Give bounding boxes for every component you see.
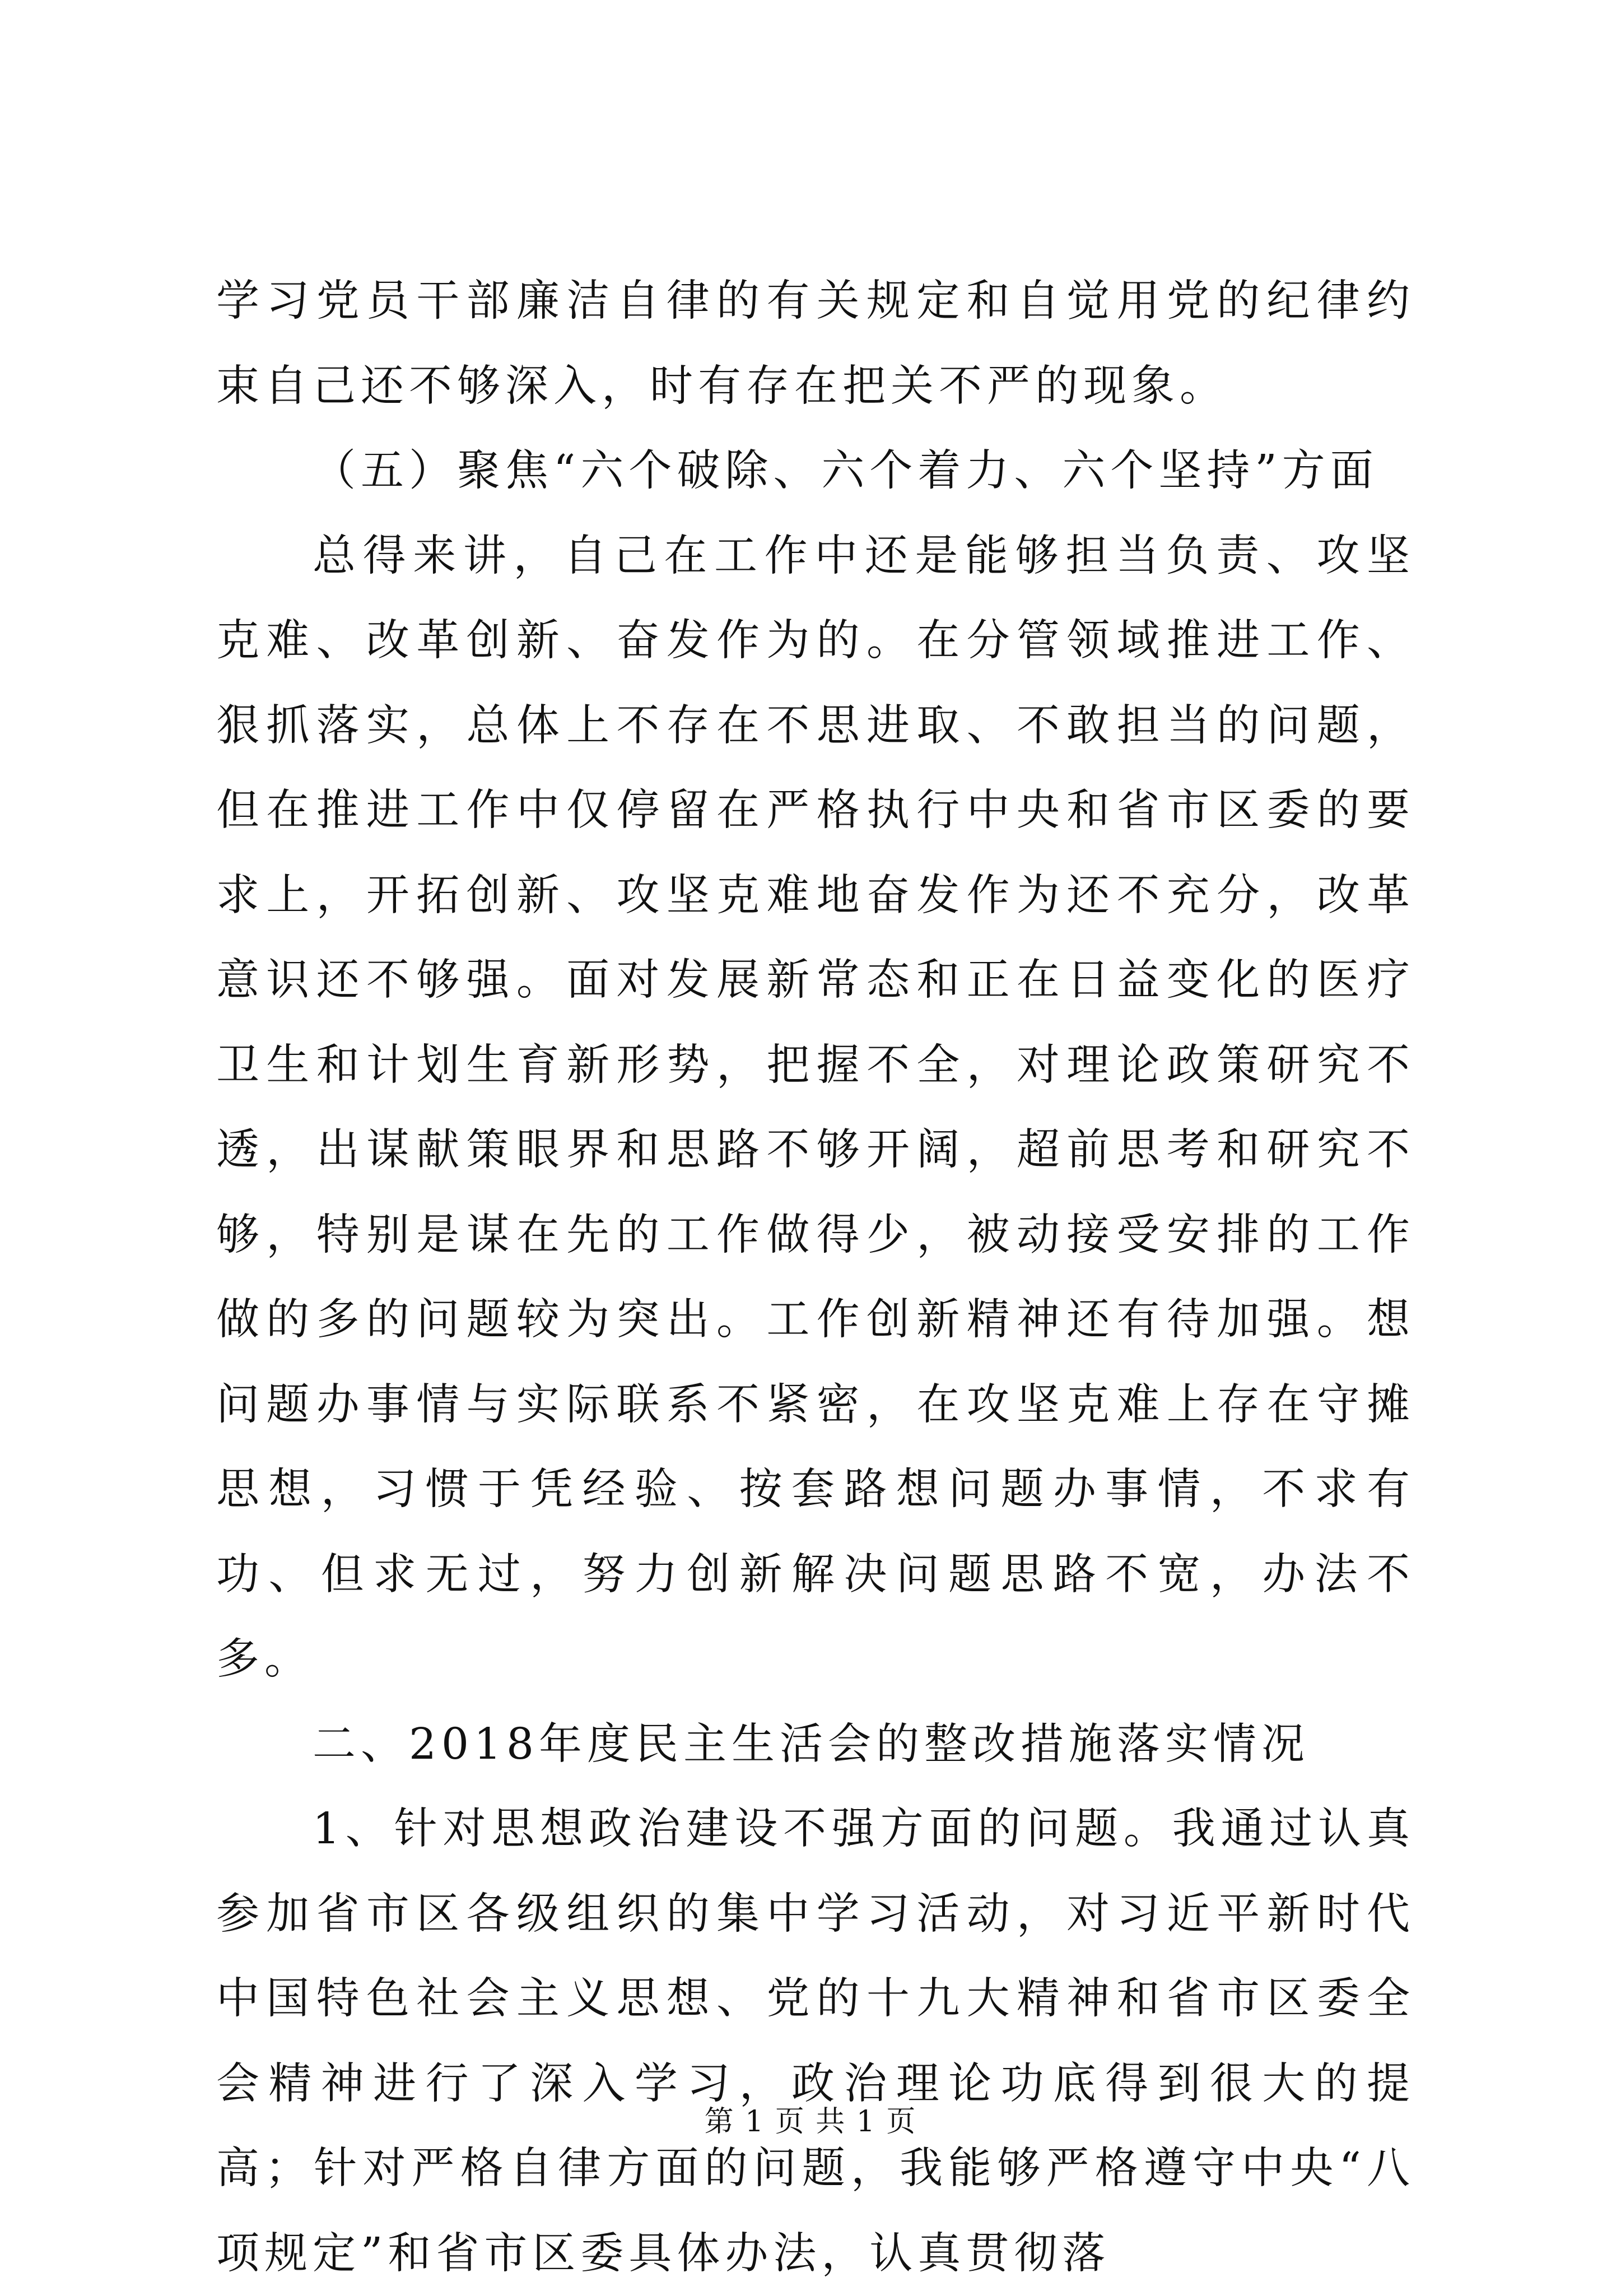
paragraph-summary: 总得来讲，自己在工作中还是能够担当负责、攻坚克难、改革创新、奋发作为的。在分管领域推进工作、狠抓落实，总体上不存在不思进取、不敢担当的问题，但在推进工作中仅停留在严格执行中央和省市区委的要求上，开拓创新、攻坚克难地奋发作为还不充分，改革意识还不够强。面对发展新常态和正在日益变化的医疗卫生和计划生育新形势，把握不全，对理论政策研究不透，出谋献策眼界和思路不够开阔，超前思考和研究不够，特别是谋在先的工作做得少，被动接受安排的工作做的多的问题较为突出。工作创新精神还有待加强。想问题办事情与实际联系不紧密，在攻坚克难上存在守摊思想，习惯于凭经验、按套路想问题办事情，不求有功、但求无过，努力创新解决问题思路不宽，办法不多。 (216, 531, 1415, 1684)
section-heading-five: （五）聚焦“六个破除、六个着力、六个坚持”方面 (313, 446, 1378, 496)
paragraph-continuation: 学习党员干部廉洁自律的有关规定和自觉用党的纪律约束自己还不够深入，时有存在把关不严的现象。 (216, 276, 1415, 411)
page-footer: 第 1 页 共 1 页 (704, 2105, 917, 2139)
section-heading-two: 二、2018年度民主生活会的整改措施落实情况 (313, 1719, 1310, 1769)
document-body (216, 259, 1415, 2296)
paragraph-measure-one: 1、针对思想政治建设不强方面的问题。我通过认真参加省市区各级组织的集中学习活动，对习近平新时代中国特色社会主义思想、党的十九大精神和省市区委全会精神进行了深入学习，政治理论功底得到很大的提高；针对严格自律方面的问题，我能够严格遵守中央“八项规定”和省市区委具体办法，认真贯彻落 (216, 1804, 1415, 2279)
